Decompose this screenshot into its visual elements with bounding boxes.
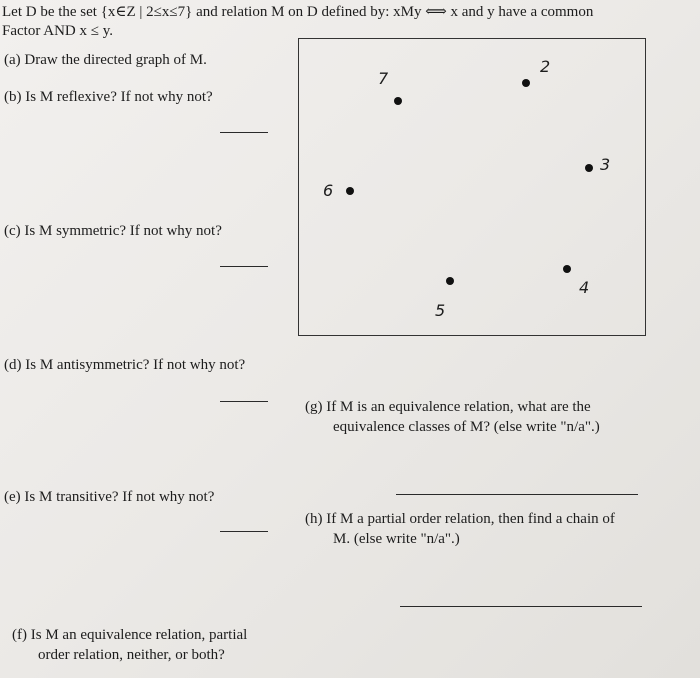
answer-line-h: [400, 606, 642, 607]
node-3-dot: [585, 164, 593, 172]
question-f-line-1: (f) Is M an equivalence relation, partial: [12, 627, 248, 643]
answer-line-b: [220, 132, 268, 133]
node-5-label: 5: [435, 301, 446, 320]
question-f-line-2: order relation, neither, or both?: [38, 647, 225, 663]
node-6-label: 6: [323, 181, 334, 200]
node-2-label: 2: [540, 57, 551, 76]
answer-line-g: [396, 494, 638, 495]
answer-line-e: [220, 531, 268, 532]
intro-line-2: Factor AND x ≤ y.: [2, 23, 113, 39]
node-4-label: 4: [579, 278, 590, 297]
question-a: (a) Draw the directed graph of M.: [4, 52, 207, 68]
question-d: (d) Is M antisymmetric? If not why not?: [4, 357, 246, 373]
question-e: (e) Is M transitive? If not why not?: [4, 489, 215, 505]
question-g-line-1: (g) If M is an equivalence relation, what are the: [305, 399, 591, 415]
question-h-line-1: (h) If M a partial order relation, then find a chain of: [305, 511, 615, 527]
answer-line-c: [220, 266, 268, 267]
node-5-dot: [446, 277, 454, 285]
node-6-dot: [346, 187, 354, 195]
question-b: (b) Is M reflexive? If not why not?: [4, 89, 213, 105]
node-4-dot: [563, 265, 571, 273]
question-g-line-2: equivalence classes of M? (else write "n/a".): [333, 419, 600, 435]
intro-line-1: Let D be the set {x∈Z | 2≤x≤7} and relation M on D defined by: xMy ⟺ x and y have a common: [2, 4, 594, 20]
node-2-dot: [522, 79, 530, 87]
node-3-label: 3: [600, 155, 611, 174]
node-7-label: 7: [378, 69, 389, 88]
question-h-line-2: M. (else write "n/a".): [333, 531, 460, 547]
answer-line-d: [220, 401, 268, 402]
question-c: (c) Is M symmetric? If not why not?: [4, 223, 222, 239]
node-7-dot: [394, 97, 402, 105]
